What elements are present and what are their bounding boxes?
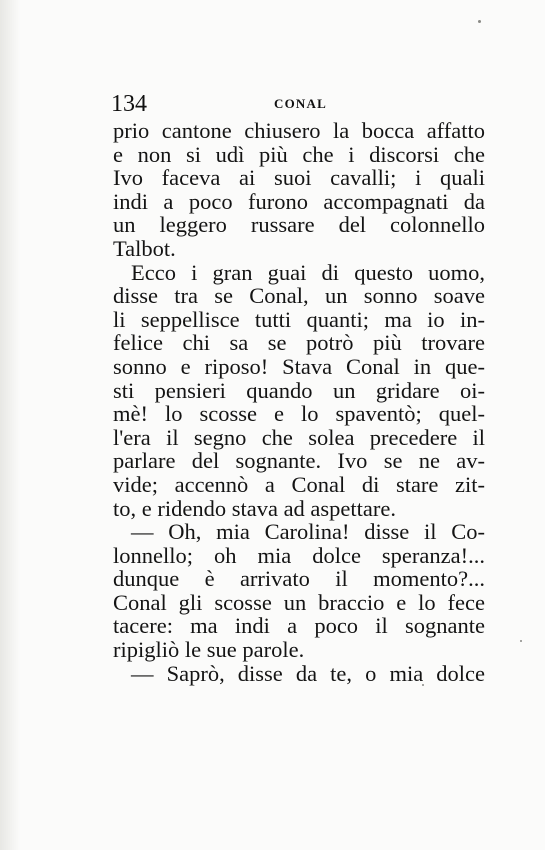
text-line: mè! lo scosse e lo spaventò; quel- — [113, 401, 485, 427]
page-header — [111, 89, 491, 119]
ink-speck — [520, 640, 522, 642]
text-line: disse tra se Conal, un sonno soave — [113, 283, 485, 309]
text-line: sti pensieri quando un gridare oi- — [113, 377, 485, 403]
page-number: 134 — [111, 91, 147, 117]
text-line: vide; accennò a Conal di stare zit- — [113, 471, 485, 497]
body-text — [113, 119, 485, 685]
text-line: dunque è arrivato il momento?... — [113, 566, 485, 592]
text-line: Ecco i gran guai di questo uomo, — [131, 259, 485, 285]
text-line: lonnello; oh mia dolce speranza!... — [113, 542, 485, 568]
text-line: un leggero russare del colonnello — [113, 212, 485, 238]
text-line: parlare del sognante. Ivo se ne av- — [113, 448, 485, 474]
text-line: li seppellisce tutti quanti; ma io in- — [113, 306, 485, 332]
text-line: felice chi sa se potrò più trovare — [113, 330, 485, 356]
text-line: Conal gli scosse un braccio e lo fece — [113, 589, 485, 615]
text-line: — Saprò, disse da te, o mia dolce — [131, 660, 485, 686]
page-left-edge-shadow — [0, 0, 20, 850]
text-line: — Oh, mia Carolina! disse il Co- — [131, 519, 485, 545]
text-line: l'era il segno che solea precedere il — [113, 424, 485, 450]
text-line: indi a poco furono accompagnati da — [113, 188, 485, 214]
text-line: Ivo faceva ai suoi cavalli; i quali — [113, 165, 485, 191]
text-line: ripigliò le sue parole. — [113, 637, 305, 663]
text-line: to, e ridendo stava ad aspettare. — [113, 495, 397, 521]
ink-speck — [478, 20, 481, 23]
text-line: Talbot. — [113, 235, 176, 261]
text-line: e non si udì più che i discorsi che — [113, 141, 485, 167]
text-line: prio cantone chiusero la bocca affatto — [113, 118, 485, 143]
text-line: tacere: ma indi a poco il sognante — [113, 613, 485, 639]
text-line: sonno e riposo! Stava Conal in que- — [113, 353, 485, 379]
running-head: CONAL — [274, 96, 327, 111]
